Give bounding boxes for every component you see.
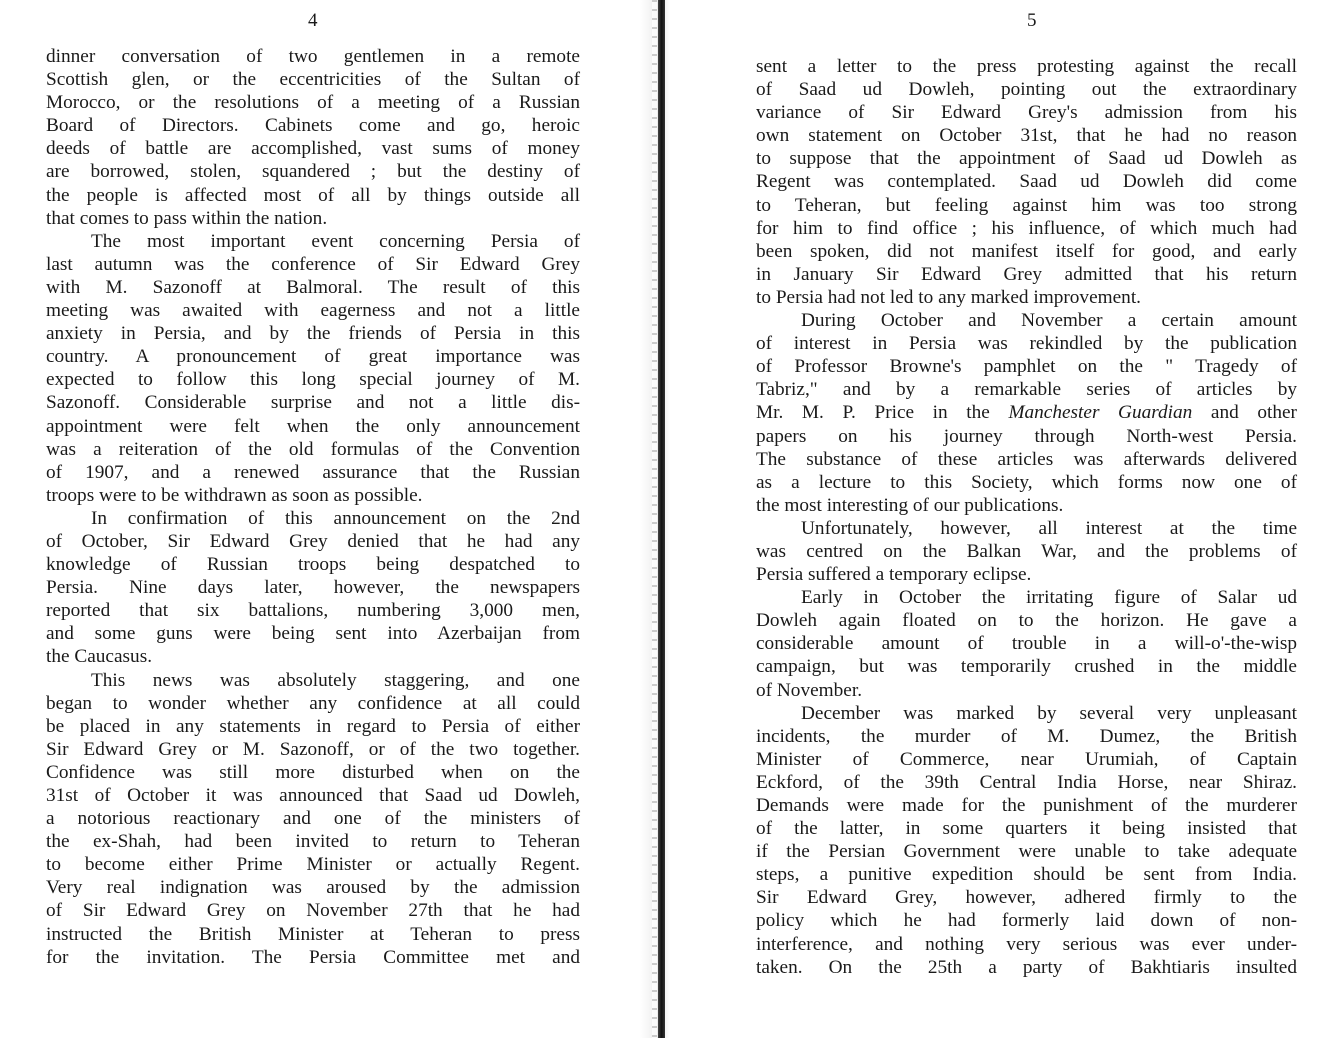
text-line-content: variance of Sir Edward Grey's admission from his — [756, 102, 1297, 124]
text-line-content: are borrowed, stolen, squandered ; but the destiny of — [46, 161, 580, 183]
text-line — [46, 461, 580, 484]
spine-shadow — [652, 0, 657, 1038]
text-line-content: of interest in Persia was rekindled by the publication — [756, 333, 1297, 355]
text-line-content: incidents, the murder of M. Dumez, the British — [756, 725, 1297, 747]
text-line — [756, 586, 1297, 609]
text-line — [46, 784, 580, 807]
text-line — [756, 702, 1297, 725]
text-line-content: in January Sir Edward Grey admitted that his return — [756, 263, 1297, 285]
text-line — [46, 553, 580, 576]
text-line — [756, 425, 1297, 448]
text-line-content: of October, Sir Edward Grey denied that he had any — [46, 530, 580, 552]
text-line — [46, 68, 580, 91]
text-line-content: for him to find office ; his influence, of which much had — [756, 217, 1297, 239]
text-line-content: of 1907, and a renewed assurance that the Russian — [46, 461, 580, 483]
text-line — [756, 863, 1297, 886]
text-line-content: The most important event concerning Persia of — [91, 230, 580, 252]
text-line-content: of the latter, in some quarters it being insisted that — [756, 818, 1297, 840]
text-line — [46, 622, 580, 645]
text-line-content: Mr. M. P. Price in the Manchester Guardian and other — [756, 402, 1297, 424]
text-line-content: appointment were felt when the only announcement — [46, 415, 580, 437]
text-line-content: of Sir Edward Grey on November 27th that he had — [46, 900, 580, 922]
text-line-content: instructed the British Minister at Teheran to press — [46, 923, 580, 945]
text-line — [46, 438, 580, 461]
text-line — [756, 655, 1297, 678]
text-line-content: Minister of Commerce, near Urumiah, of Captain — [756, 748, 1297, 770]
text-line-content: Tabriz," and by a remarkable series of articles by — [756, 379, 1297, 401]
text-line — [756, 540, 1297, 563]
text-line-content: Persia suffered a temporary eclipse. — [756, 564, 1032, 586]
text-line-content: of Saad ud Dowleh, pointing out the extraordinary — [756, 79, 1297, 101]
text-line-content: Confidence was still more disturbed when on the — [46, 761, 580, 783]
text-line — [756, 517, 1297, 540]
text-line-content: the people is affected most of all by things outside all — [46, 184, 580, 206]
text-line — [756, 794, 1297, 817]
text-line — [46, 507, 580, 530]
text-line-content: Sazonoff. Considerable surprise and not a little dis- — [46, 392, 580, 414]
text-line-content: a notorious reactionary and one of the ministers of — [46, 808, 580, 830]
text-line-content: was a reiteration of the old formulas of the Convention — [46, 438, 580, 460]
text-line — [46, 692, 580, 715]
text-line-content: Demands were made for the punishment of the murderer — [756, 795, 1297, 816]
text-line-content: to become either Prime Minister or actually Regent. — [46, 854, 580, 876]
text-line — [756, 147, 1297, 170]
page-body-text — [46, 45, 580, 969]
text-line — [46, 45, 580, 68]
text-line-content: Unfortunately, however, all interest at the time — [801, 517, 1297, 539]
text-line-content: Morocco, or the resolutions of a meeting of a Russian — [46, 92, 580, 114]
text-line-content: Sir Edward Grey or M. Sazonoff, or of the two together. — [46, 738, 580, 760]
text-line — [756, 748, 1297, 771]
text-line — [756, 840, 1297, 863]
text-line-content: that comes to pass within the nation. — [46, 207, 328, 229]
text-line — [46, 830, 580, 853]
text-line-content: During October and November a certain amount — [801, 310, 1297, 332]
text-line — [756, 401, 1297, 424]
text-line-content: to Persia had not led to any marked improvement. — [756, 286, 1141, 308]
text-line-content: considerable amount of trouble in a will-o'-the-wisp — [756, 633, 1297, 655]
text-line — [46, 322, 580, 345]
text-line — [46, 669, 580, 692]
text-line — [756, 101, 1297, 124]
text-line-content: be placed in any statements in regard to Persia of either — [46, 715, 580, 737]
text-line-content: Dowleh again floated on to the horizon. He gave a — [756, 610, 1297, 632]
text-line-content: Board of Directors. Cabinets come and go, heroic — [46, 115, 580, 137]
text-line-content: the Caucasus. — [46, 646, 153, 668]
text-line — [46, 137, 580, 160]
periodical-title: Manchester Guardian — [1008, 402, 1193, 424]
text-line — [46, 807, 580, 830]
text-line — [756, 194, 1297, 217]
text-line — [46, 530, 580, 553]
text-line — [756, 817, 1297, 840]
text-line-content: This news was absolutely staggering, and one — [91, 669, 580, 691]
text-line — [46, 715, 580, 738]
text-line — [756, 124, 1297, 147]
text-line-content: Eckford, of the 39th Central India Horse, near Shiraz. — [756, 771, 1297, 793]
text-line-content: and some guns were being sent into Azerbaijan from — [46, 623, 580, 645]
text-line-content: Regent was contemplated. Saad ud Dowleh did come — [756, 171, 1297, 193]
text-line — [756, 355, 1297, 378]
text-line — [756, 933, 1297, 956]
text-line-content: began to wonder whether any confidence at all could — [46, 692, 580, 714]
text-line — [756, 632, 1297, 655]
text-line — [756, 332, 1297, 355]
text-line — [46, 91, 580, 114]
page-number: 5 — [1027, 10, 1037, 31]
text-line-content: if the Persian Government were unable to take adequate — [756, 841, 1297, 863]
text-line-content: reported that six battalions, numbering 3,000 men, — [46, 600, 580, 622]
text-line — [756, 170, 1297, 193]
text-line-content: sent a letter to the press protesting against the recall — [756, 56, 1297, 77]
text-line — [756, 286, 1297, 309]
text-line — [756, 471, 1297, 494]
text-line — [46, 946, 580, 969]
text-line-content: 31st of October it was announced that Saad ud Dowleh, — [46, 785, 580, 806]
left-page — [0, 0, 640, 1038]
text-line — [46, 761, 580, 784]
text-line-content: policy which he had formerly laid down of non- — [756, 910, 1297, 932]
text-line-content: steps, a punitive expedition should be sent from India. — [756, 864, 1297, 886]
text-line — [46, 299, 580, 322]
text-line-content: papers on his journey through North-west Persia. — [756, 425, 1297, 447]
text-line-content: with M. Sazonoff at Balmoral. The result of this — [46, 276, 580, 298]
text-line — [46, 899, 580, 922]
text-line — [46, 391, 580, 414]
text-line — [46, 184, 580, 207]
text-line — [756, 240, 1297, 263]
text-line — [46, 645, 580, 668]
text-line — [756, 494, 1297, 517]
text-line-content: Early in October the irritating figure of Salar ud — [801, 587, 1297, 609]
text-line-content: dinner conversation of two gentlemen in a remote — [46, 46, 580, 67]
text-line — [756, 563, 1297, 586]
text-line — [46, 853, 580, 876]
text-line — [46, 576, 580, 599]
text-line — [756, 909, 1297, 932]
text-line-content: troops were to be withdrawn as soon as possible. — [46, 484, 423, 506]
text-line — [46, 253, 580, 276]
book-gutter — [640, 0, 690, 1038]
text-line — [46, 114, 580, 137]
text-line-content: deeds of battle are accomplished, vast sums of money — [46, 138, 580, 160]
text-line-content: last autumn was the conference of Sir Edward Grey — [46, 253, 580, 275]
text-line-content: of November. — [756, 679, 863, 701]
right-page — [690, 0, 1331, 1038]
text-line — [756, 263, 1297, 286]
text-line — [756, 217, 1297, 240]
text-line-content: of Professor Browne's pamphlet on the " Tragedy of — [756, 356, 1297, 378]
text-line-content: Persia. Nine days later, however, the newspapers — [46, 577, 580, 599]
text-line — [756, 448, 1297, 471]
text-line-content: meeting was awaited with eagerness and not a little — [46, 300, 580, 322]
text-line-content: December was marked by several very unpleasant — [801, 702, 1297, 724]
text-line-content: Sir Edward Grey, however, adhered firmly to the — [756, 887, 1297, 909]
page-number: 4 — [308, 10, 318, 31]
text-line-content: Scottish glen, or the eccentricities of the Sultan of — [46, 69, 580, 91]
book-spine — [658, 0, 665, 1038]
text-line — [756, 725, 1297, 748]
text-line — [46, 876, 580, 899]
text-line — [46, 738, 580, 761]
text-line — [46, 207, 580, 230]
text-line — [46, 276, 580, 299]
text-line-content: was centred on the Balkan War, and the problems of — [756, 540, 1297, 562]
text-line — [756, 956, 1297, 979]
text-line-content: for the invitation. The Persia Committee met and — [46, 946, 580, 968]
text-line — [756, 609, 1297, 632]
text-line-content: interference, and nothing very serious was ever under- — [756, 933, 1297, 955]
page-body-text — [756, 55, 1297, 979]
text-line-content: expected to follow this long special journey of M. — [46, 369, 580, 391]
text-line — [46, 415, 580, 438]
text-line-content: campaign, but was temporarily crushed in the middle — [756, 656, 1297, 678]
text-line-content: been spoken, did not manifest itself for good, and early — [756, 240, 1297, 262]
text-line-content: country. A pronouncement of great importance was — [46, 346, 580, 368]
text-line — [756, 378, 1297, 401]
text-line-content: taken. On the 25th a party of Bakhtiaris insulted — [756, 956, 1297, 978]
text-line — [46, 160, 580, 183]
text-line — [756, 309, 1297, 332]
text-line-content: In confirmation of this announcement on the 2nd — [91, 507, 580, 529]
text-line-content: to suppose that the appointment of Saad ud Dowleh as — [756, 148, 1297, 170]
text-line-content: to Teheran, but feeling against him was too strong — [756, 194, 1297, 216]
text-line-content: the ex-Shah, had been invited to return to Teheran — [46, 831, 580, 853]
text-line — [46, 484, 580, 507]
text-line — [756, 55, 1297, 78]
text-line — [756, 679, 1297, 702]
text-line-content: own statement on October 31st, that he had no reason — [756, 125, 1297, 147]
text-line — [756, 886, 1297, 909]
text-line-content: The substance of these articles was afterwards delivered — [756, 448, 1297, 470]
text-line-content: knowledge of Russian troops being despatched to — [46, 554, 580, 576]
text-line — [46, 345, 580, 368]
text-line — [756, 78, 1297, 101]
text-line-content: as a lecture to this Society, which forms now one of — [756, 471, 1297, 493]
text-line-content: Very real indignation was aroused by the admission — [46, 877, 580, 899]
text-line — [46, 599, 580, 622]
text-line — [756, 771, 1297, 794]
text-line-content: the most interesting of our publications. — [756, 494, 1064, 516]
text-line — [46, 230, 580, 253]
text-line — [46, 923, 580, 946]
text-line-content: anxiety in Persia, and by the friends of Persia in this — [46, 323, 580, 345]
text-line — [46, 368, 580, 391]
